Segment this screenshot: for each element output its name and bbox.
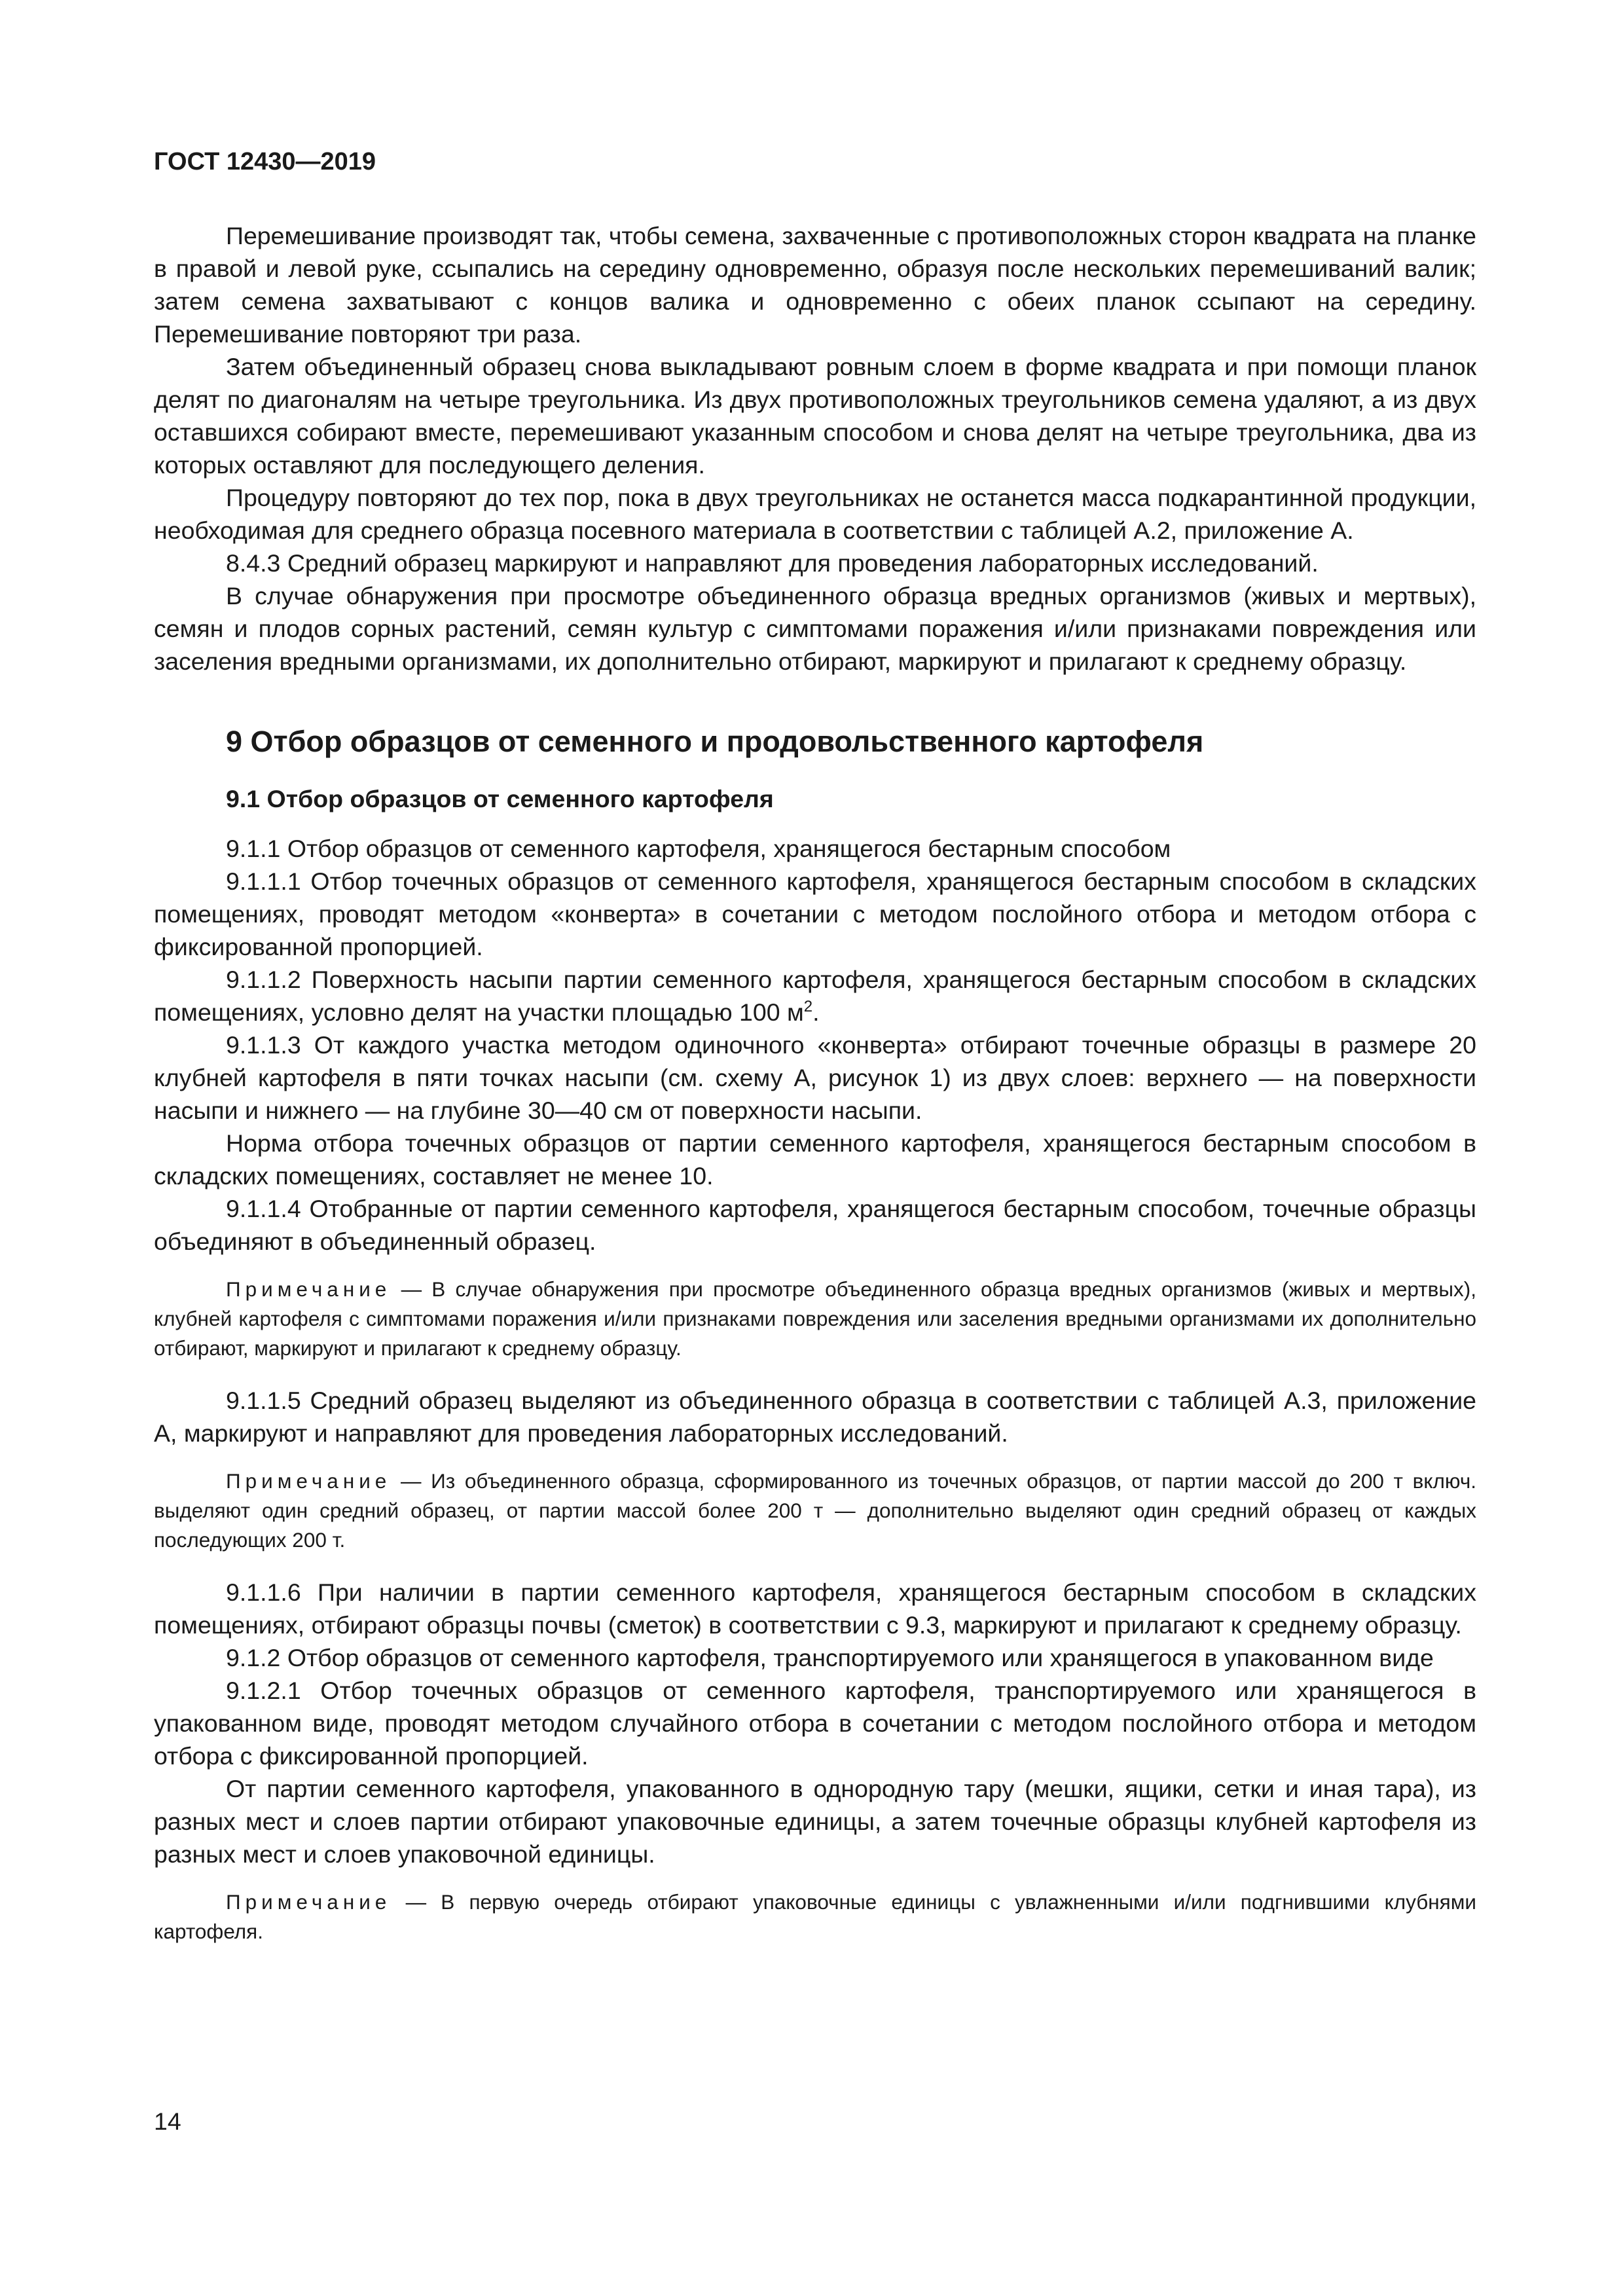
- paragraph-9-1-1-2: [154, 963, 1476, 1029]
- note-label: Примечание: [226, 1469, 392, 1493]
- paragraph-9-1-1-1: 9.1.1.1 Отбор точечных образцов от семенного картофеля, хранящегося бестарным способом в складских помещениях, проводят методом «конверта» в сочетании с методом послойного отбора и методом отбора с фиксированной пропорцией.: [154, 867, 1476, 960]
- paragraph-9-1-1-6: 9.1.1.6 При наличии в партии семенного картофеля, хранящегося бестарным способом в складских помещениях, отбирают образцы почвы (сметок) в соответствии с 9.3, маркируют и прилагают к среднему образцу.: [154, 1578, 1476, 1639]
- note-2-text: — Из объединенного образца, сформированного из точечных образцов, от партии массой до 200 т включ. выделяют один средний образец, от партии массой более 200 т — дополнительно выделяют один средний образец от каждых последующих 200 т.: [154, 1469, 1476, 1552]
- paragraph-9-1-1-2-text: 9.1.1.2 Поверхность насыпи партии семенного картофеля, хранящегося бестарным способом в складских помещениях, условно делят на участки площадью 100 м: [154, 966, 1476, 1026]
- paragraph-9-1-2: 9.1.2 Отбор образцов от семенного картофеля, транспортируемого или хранящегося в упакованном виде: [226, 1644, 1434, 1671]
- square-meter-superscript: 2: [803, 998, 813, 1015]
- page-number: 14: [154, 2107, 181, 2135]
- note-2: [154, 1467, 1476, 1555]
- paragraph-9-1-1-4: 9.1.1.4 Отобранные от партии семенного картофеля, хранящегося бестарным способом, точечные образцы объединяют в объединенный образец.: [154, 1195, 1476, 1255]
- paragraph-sampling-norm: Норма отбора точечных образцов от партии семенного картофеля, хранящегося бестарным способом в складских помещениях, составляет не менее 10.: [154, 1129, 1476, 1190]
- document-id: ГОСТ 12430—2019: [154, 148, 376, 175]
- subsection-heading-9-1: 9.1 Отбор образцов от семенного картофеля: [226, 785, 774, 812]
- note-1: [154, 1275, 1476, 1363]
- paragraph-8-4-3: 8.4.3 Средний образец маркируют и направляют для проведения лабораторных исследований.: [226, 549, 1319, 577]
- section-heading-9: 9 Отбор образцов от семенного и продовольственного картофеля: [226, 725, 1204, 758]
- paragraph-9-1-1: 9.1.1 Отбор образцов от семенного картофеля, хранящегося бестарным способом: [226, 835, 1171, 862]
- paragraph-9-1-2-1: 9.1.2.1 Отбор точечных образцов от семенного картофеля, транспортируемого или хранящегося в упакованном виде, проводят методом случайного отбора в сочетании с методом послойного отбора и методом отбора с фиксированной пропорцией.: [154, 1677, 1476, 1770]
- note-label: Примечание: [226, 1890, 392, 1914]
- paragraph-harmful-organisms: В случае обнаружения при просмотре объединенного образца вредных организмов (живых и мертвых), семян и плодов сорных растений, семян культур с симптомами поражения и/или признаками повреждения или заселения вредными организмами, их дополнительно отбирают, маркируют и прилагают к среднему образцу.: [154, 582, 1476, 675]
- paragraph-quartering: Затем объединенный образец снова выкладывают ровным слоем в форме квадрата и при помощи планок делят по диагоналям на четыре треугольника. Из двух противоположных треугольников семена удаляют, а из двух оставшихся собирают вместе, перемешивают указанным способом и снова делят на четыре треугольника, два из которых оставляют для последующего деления.: [154, 353, 1476, 479]
- paragraph-9-1-1-3: 9.1.1.3 От каждого участка методом одиночного «конверта» отбирают точечные образцы в размере 20 клубней картофеля в пяти точках насыпи (см. схему А, рисунок 1) из двух слоев: верхнего — на поверхности насыпи и нижнего — на глубине 30—40 см от поверхности насыпи.: [154, 1031, 1476, 1124]
- note-3: [154, 1887, 1476, 1946]
- paragraph-9-1-1-5: 9.1.1.5 Средний образец выделяют из объединенного образца в соответствии с таблицей А.3, приложение А, маркируют и направляют для проведения лабораторных исследований.: [154, 1387, 1476, 1447]
- paragraph-9-1-1-2-end: .: [812, 998, 820, 1026]
- note-1-text: — В случае обнаружения при просмотре объединенного образца вредных организмов (живых и мертвых), клубней картофеля с симптомами поражения и/или признаками повреждения или заселения вредными организмами их дополнительно отбирают, маркируют и прилагают к среднему образцу.: [154, 1277, 1476, 1360]
- document-header: [154, 145, 376, 178]
- page-body: [154, 219, 1476, 1967]
- paragraph-mixing: Перемешивание производят так, чтобы семена, захваченные с противоположных сторон квадрата на планке в правой и левой руке, ссыпались на середину одновременно, образуя после нескольких перемешиваний валик; затем семена захватывают с концов валика и одновременно с обеих планок ссыпают на середину. Перемешивание повторяют три раза.: [154, 222, 1476, 348]
- paragraph-packed-potato: От партии семенного картофеля, упакованного в однородную тару (мешки, ящики, сетки и иная тара), из разных мест и слоев партии отбирают упаковочные единицы, а затем точечные образцы клубней картофеля из разных мест и слоев упаковочной единицы.: [154, 1775, 1476, 1868]
- note-label: Примечание: [226, 1277, 392, 1301]
- note-3-text: — В первую очередь отбирают упаковочные единицы с увлажненными и/или подгнившими клубнями картофеля.: [154, 1890, 1476, 1943]
- paragraph-repeat-procedure: Процедуру повторяют до тех пор, пока в двух треугольниках не останется масса подкарантинной продукции, необходимая для среднего образца посевного материала в соответствии с таблицей А.2, приложение А.: [154, 484, 1476, 544]
